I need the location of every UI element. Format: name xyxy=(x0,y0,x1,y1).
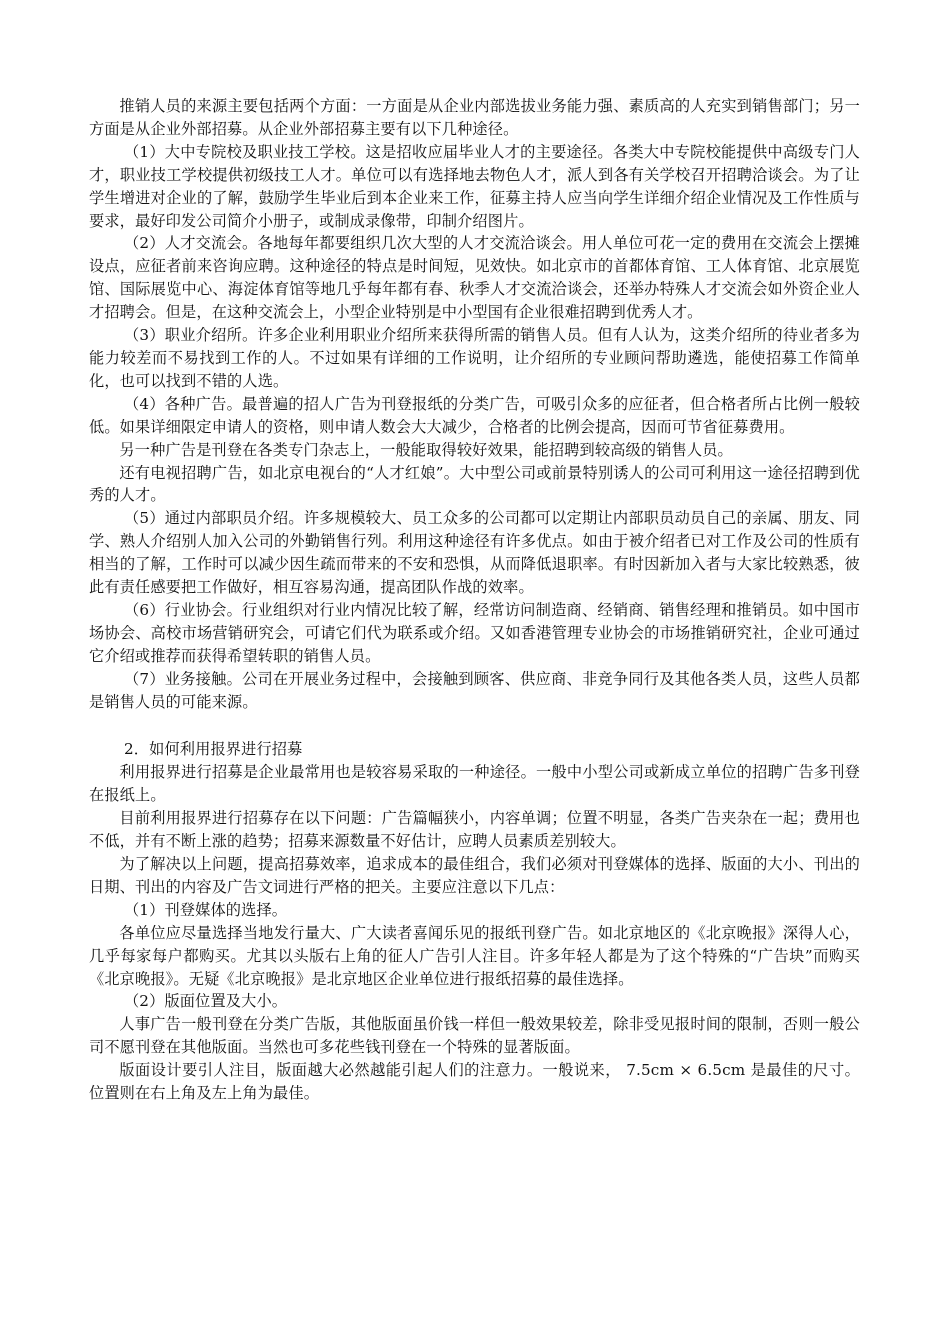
document-body xyxy=(89,95,860,1105)
section-heading: 2．如何利用报界进行招募 xyxy=(123,740,303,759)
point-2-title: （2）版面位置及大小。 xyxy=(123,992,288,1011)
source-item-4-magazines: 另一种广告是刊登在各类专门杂志上，一般能取得较好效果，能招聘到较高级的销售人员。 xyxy=(119,440,733,459)
section-spacer xyxy=(89,713,860,738)
source-item-6: （6）行业协会。行业组织对行业内情况比较了解，经常访问制造商、经销商、销售经理和推销员。如中国市场协会、高校市场营销研究会，可请它们代为联系或介绍。又如香港管理专业协会的市场推销研究社，企业可通过它介绍或推荐而获得希望转职的销售人员。 xyxy=(89,600,860,665)
source-item-4-television: 还有电视招聘广告，如北京电视台的“人才红娘”。大中型公司或前景特别诱人的公司可利用这一途径招聘到优秀的人才。 xyxy=(89,463,860,505)
point-2-text: 人事广告一般刊登在分类广告版，其他版面虽价钱一样但一般效果较差，除非受见报时间的限制，否则一般公司不愿刊登在其他版面。当然也可多花些钱刊登在一个特殊的显著版面。 xyxy=(89,1015,860,1057)
newspaper-paragraph-2: 目前利用报界进行招募存在以下问题：广告篇幅狭小，内容单调；位置不明显，各类广告夹杂在一起；费用也不低，并有不断上涨的趋势；招募来源数量不好估计，应聘人员素质差别较大。 xyxy=(89,809,860,851)
newspaper-paragraph-1: 利用报界进行招募是企业最常用也是较容易采取的一种途径。一般中小型公司或新成立单位的招聘广告多刊登在报纸上。 xyxy=(89,763,860,805)
source-item-5: （5）通过内部职员介绍。许多规模较大、员工众多的公司都可以定期让内部职员动员自己的亲属、朋友、同学、熟人介绍别人加入公司的外勤销售行列。利用这种途径有许多优点。如由于被介绍者已对工作及公司的性质有相当的了解，工作时可以减少因生疏而带来的不安和恐惧，从而降低退职率。有时因新加入者与大家比较熟悉，彼此有责任感要把工作做好，相互容易沟通，提高团队作战的效率。 xyxy=(89,509,860,597)
newspaper-paragraph-3: 为了解决以上问题，提高招募效率，追求成本的最佳组合，我们必须对刊登媒体的选择、版面的大小、刊出的日期、刊出的内容及广告文词进行严格的把关。主要应注意以下几点： xyxy=(89,855,860,896)
source-item-3: （3）职业介绍所。许多企业利用职业介绍所来获得所需的销售人员。但有人认为，这类介绍所的待业者多为能力较差而不易找到工作的人。不过如果有详细的工作说明，让介绍所的专业顾问帮助遴选，能使招募工作简单化，也可以找到不错的人选。 xyxy=(89,326,860,390)
point-1-title: （1）刊登媒体的选择。 xyxy=(123,900,288,919)
source-item-1: （1）大中专院校及职业技工学校。这是招收应届毕业人才的主要途径。各类大中专院校能提供中高级专门人才，职业技工学校提供初级技工人才。单位可以有选择地去物色人才，派人到各有关学校召开招聘洽谈会。为了让学生增进对企业的了解，鼓励学生毕业后到本企业来工作，征募主持人应当向学生详细介绍企业情况及工作性质与要求，最好印发公司简介小册子，或制成录像带，印制介绍图片。 xyxy=(89,142,860,230)
source-item-4: （4）各种广告。最普遍的招人广告为刊登报纸的分类广告，可吸引众多的应征者，但合格者所占比例一般较低。如果详细限定申请人的资格，则申请人数会大大减少，合格者的比例会提高，因而可节省征募费用。 xyxy=(89,394,860,436)
point-1-text: 各单位应尽量选择当地发行量大、广大读者喜闻乐见的报纸刊登广告。如北京地区的《北京晚报》深得人心，几乎每家每户都购买。尤其以头版右上角的征人广告引人注目。许多年轻人都是为了这个特殊的“广告块”而购买《北京晚报》。无疑《北京晚报》是北京地区企业单位进行报纸招募的最佳选择。 xyxy=(89,923,860,988)
point-2-text-2: 版面设计要引人注目，版面越大必然越能引起人们的注意力。一般说来， 7.5cm × 6.5cm 是最佳的尺寸。位置则在右上角及左上角为最佳。 xyxy=(89,1061,860,1103)
source-item-7: （7）业务接触。公司在开展业务过程中，会接触到顾客、供应商、非竞争同行及其他各类人员，这些人员都是销售人员的可能来源。 xyxy=(89,669,860,711)
intro-paragraph: 推销人员的来源主要包括两个方面：一方面是从企业内部选拔业务能力强、素质高的人充实到销售部门；另一方面是从企业外部招募。从企业外部招募主要有以下几种途径。 xyxy=(89,97,860,138)
source-item-2: （2）人才交流会。各地每年都要组织几次大型的人才交流洽谈会。用人单位可花一定的费用在交流会上摆摊设点，应征者前来咨询应聘。这种途径的特点是时间短，见效快。如北京市的首都体育馆、工人体育馆、北京展览馆、国际展览中心、海淀体育馆等地几乎每年都有春、秋季人才交流洽谈会，还举办特殊人才交流会如外资企业人才招聘会。但是，在这种交流会上，小型企业特别是中小型国有企业很难招聘到优秀人才。 xyxy=(89,234,860,322)
